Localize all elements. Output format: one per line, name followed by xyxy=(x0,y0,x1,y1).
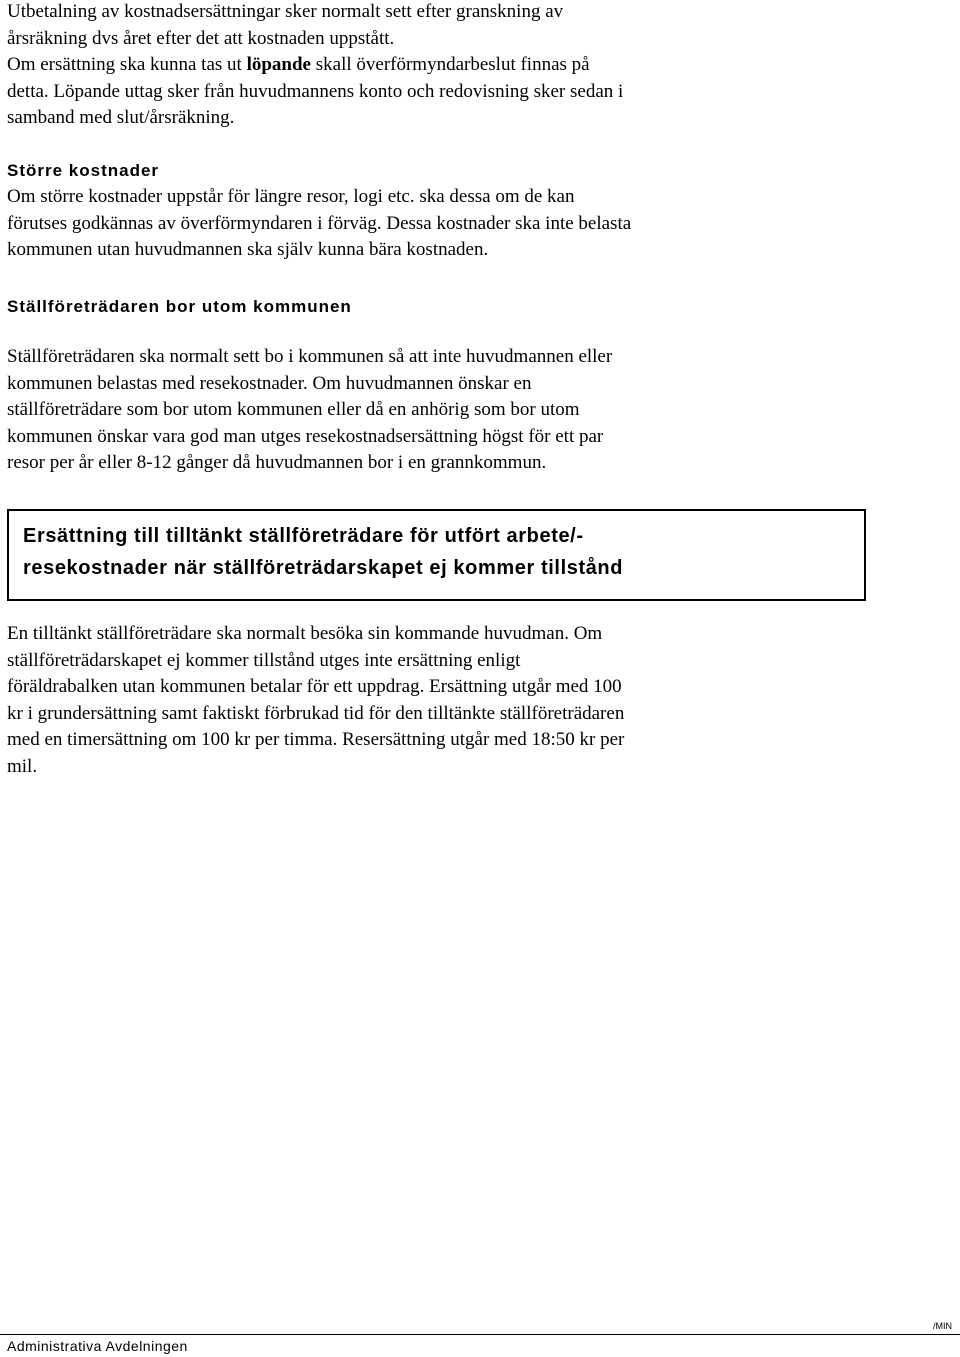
footer-divider xyxy=(0,1334,960,1335)
boxed-heading xyxy=(7,509,866,601)
text-line: kommunen belastas med resekostnader. Om huvudmannen önskar en xyxy=(7,372,532,394)
text-line: med en timersättning om 100 kr per timma. Resersättning utgår med 18:50 kr per xyxy=(7,729,625,750)
text-line xyxy=(7,52,623,79)
text-line: kommunen önskar vara god man utges resekostnadsersättning högst för ett par xyxy=(7,425,604,447)
text-fragment: skall överförmyndarbeslut finnas på xyxy=(315,54,590,75)
text-line: ställföreträdarskapet ej kommer tillstånd utges inte ersättning enligt xyxy=(7,649,521,671)
text-line: kr i grundersättning samt faktiskt förbrukad tid för den tilltänkte ställföreträdaren xyxy=(7,702,625,724)
text-line: detta. Löpande uttag sker från huvudmannens konto och redovisning sker sedan i xyxy=(7,80,624,102)
storre-kostnader-paragraph xyxy=(7,184,631,264)
tilltankt-paragraph xyxy=(7,621,624,780)
utom-kommunen-paragraph xyxy=(7,344,612,477)
text-line: årsräkning dvs året efter det att kostnaden uppstått. xyxy=(7,27,395,49)
text-line: ställföreträdare som bor utom kommunen eller då en anhörig som bor utom xyxy=(7,399,580,420)
text-line: föräldrabalken utan kommunen betalar för ett uppdrag. Ersättning utgår med 100 xyxy=(7,676,622,697)
footer-initials: /MIN xyxy=(933,1321,952,1331)
text-line: kommunen utan huvudmannen ska själv kunna bära kostnaden. xyxy=(7,239,489,260)
text-line: En tilltänkt ställföreträdare ska normalt besöka sin kommande huvudman. Om xyxy=(7,623,603,644)
text-fragment: Om ersättning ska kunna tas ut xyxy=(7,54,242,75)
text-line: Ställföreträdaren ska normalt sett bo i kommunen så att inte huvudmannen eller xyxy=(7,346,613,367)
text-line: mil. xyxy=(7,755,38,777)
intro-paragraph xyxy=(7,0,623,132)
boxed-heading-line: resekostnader när ställföreträdarskapet ej kommer tillstånd xyxy=(23,557,624,579)
text-line: Om större kostnader uppstår för längre resor, logi etc. ska dessa om de kan xyxy=(7,186,575,207)
text-line: resor per år eller 8-12 gånger då huvudmannen bor i en grannkommun. xyxy=(7,452,547,473)
section-heading-utom-kommunen: Ställföreträdaren bor utom kommunen xyxy=(7,297,352,316)
section-heading-storre-kostnader: Större kostnader xyxy=(7,161,160,180)
footer-department: Administrativa Avdelningen xyxy=(7,1338,188,1354)
boxed-heading-line: Ersättning till tilltänkt ställföreträdare för utfört arbete/- xyxy=(23,525,584,547)
emphasis-text: löpande xyxy=(246,54,311,75)
text-line: förutses godkännas av överförmyndaren i förväg. Dessa kostnader ska inte belasta xyxy=(7,212,632,234)
text-line: Utbetalning av kostnadsersättningar sker normalt sett efter granskning av xyxy=(7,1,564,22)
text-line: samband med slut/årsräkning. xyxy=(7,107,235,128)
